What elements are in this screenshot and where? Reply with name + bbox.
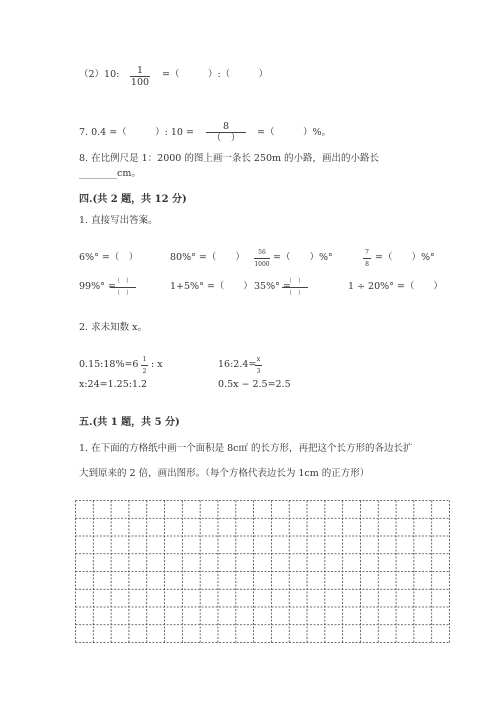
section-5-q1-line2: 大到原来的 2 倍，画出图形。（每个方格代表边长为 1cm 的正方形） [79,468,370,479]
answer-99-prefix: 99%° = [79,281,116,292]
q7-frac-num: 8 [222,121,230,132]
q2-suffix: =（ ）:（ ） [162,69,269,80]
grid-svg[interactable] [75,500,450,643]
frac-num: （ ） [285,278,304,285]
fraction-1-2 [141,355,148,376]
frac-den: （ ） [285,290,304,297]
answer-1-plus-5: 1+5%° =（ ） [170,281,253,292]
q7-fraction [206,122,246,143]
fraction-bar [363,258,371,259]
answer-6-permille: 6%° =（ ） [79,252,139,263]
frac-den: 1000 [254,261,270,268]
fraction-35-blank [282,277,308,298]
frac-num: x [256,356,261,363]
frac-den: 2 [142,368,147,375]
section-4-title: 四.(共 2 题，共 12 分) [79,194,187,205]
answer-56-1000-suffix: =（ ）%° [273,252,333,263]
fraction-99-blank [110,277,136,298]
fraction-bar [110,287,136,288]
equation-1-suffix: : x [151,359,163,370]
equation-3: x:24=1.25:1.2 [79,379,148,390]
equation-4: 0.5x − 2.5=2.5 [218,379,291,390]
fraction-x-3 [255,355,262,376]
fraction-bar [141,365,148,366]
fraction-bar [254,258,270,259]
equation-2-prefix: 16:2.4= [218,359,257,370]
section-5-title: 五.(共 1 题，共 5 分) [79,417,180,428]
frac-den: （ ） [113,290,132,297]
q2-prefix: （2）10: [79,69,120,80]
fraction-bar [255,365,262,366]
graph-paper-grid[interactable] [75,500,450,647]
frac-den: 3 [256,368,261,375]
section-4-q1-title: 1. 直接写出答案。 [79,215,158,226]
q8-line2: ________cm。 [79,168,141,179]
equation-1-prefix: 0.15:18%=6 [79,359,139,370]
fraction-56-1000 [254,248,270,269]
q8-line1: 8. 在比例尺是 1：2000 的图上画一条长 250m 的小路，画出的小路长 [79,153,380,164]
answer-1-div-20: 1 ÷ 20%° =（ ） [348,281,443,292]
q2-frac-den: 100 [130,77,150,88]
q7-prefix: 7. 0.4 =（ ）: 10 = [79,127,194,138]
q2-fraction [130,66,150,87]
answer-35-prefix: 35%° = [254,281,291,292]
section-4-q2-title: 2. 求未知数 x。 [79,322,147,333]
fraction-bar [282,287,308,288]
frac-num: （ ） [113,278,132,285]
answer-80-permille: 80%° =（ ） [170,252,245,263]
q7-frac-den: （ ） [211,133,241,144]
frac-den: 8 [365,261,369,268]
q7-suffix: =（ ）%。 [257,127,331,138]
q2-frac-num: 1 [136,65,144,76]
section-5-q1-line1: 1. 在下面的方格纸中画一个面积是 8c㎡ 的长方形，再把这个长方形的各边长扩 [79,443,413,454]
frac-num: 56 [258,249,266,256]
frac-num: 1 [142,356,147,363]
frac-num: 7 [365,249,369,256]
fraction-7-8 [363,248,371,269]
answer-7-8-suffix: =（ ）%° [375,252,435,263]
